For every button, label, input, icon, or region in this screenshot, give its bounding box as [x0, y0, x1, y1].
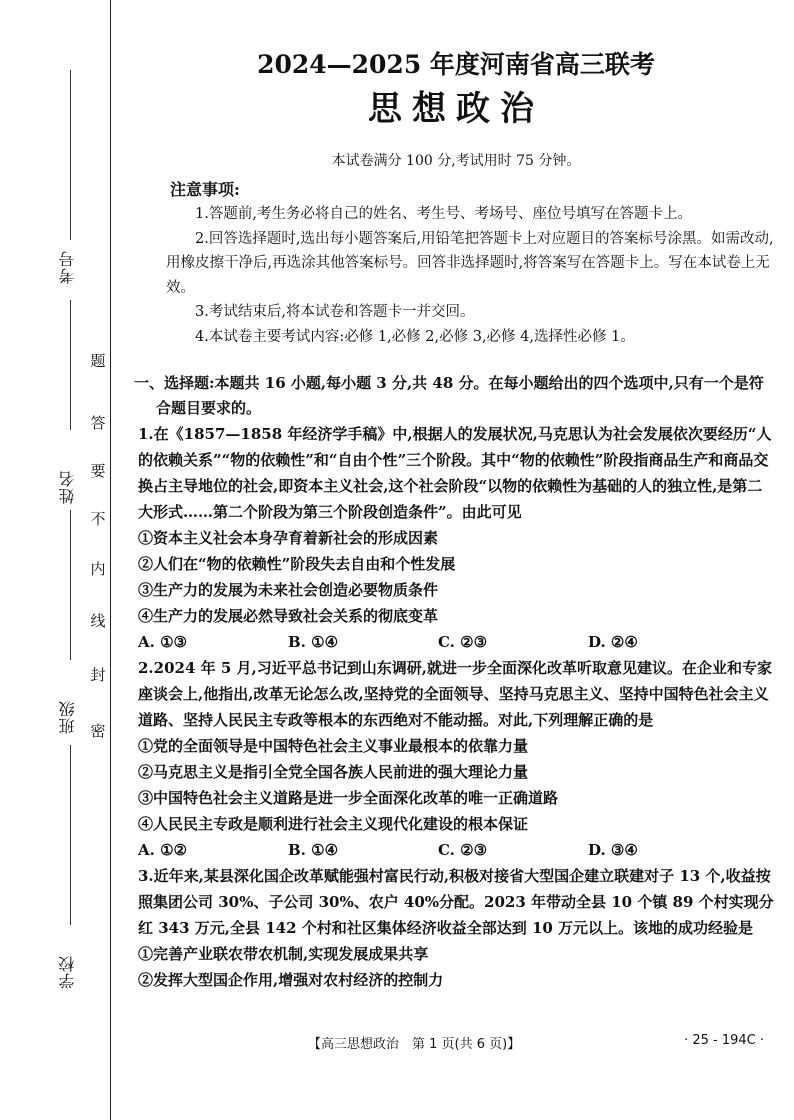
- notice-item: 2.回答选择题时,选出每小题答案后,用铅笔把答题卡上对应题目的答案标号涂黑。如需改动,用橡皮擦干净后,再选涂其他答案标号。回答非选择题时,将答案写在答题卡上。写在本试卷上无效。: [166, 230, 774, 296]
- section-heading-line: 一、选择题:本题共 16 小题,每小题 3 分,共 48 分。在每小题给出的四个选项中,只有一个是符: [134, 374, 764, 392]
- seal-char: 不: [90, 510, 106, 528]
- section-heading-line: 合题目要求的。: [156, 399, 262, 417]
- question-2: [138, 655, 774, 863]
- exam-no-line-lower: [70, 300, 71, 430]
- page-label: 【高三思想政治 第 1 页(共 6 页)】: [308, 1037, 521, 1052]
- option-c: C. ②③: [438, 633, 488, 651]
- statement: ①资本主义社会本身孕育着新社会的形成因素: [138, 529, 439, 547]
- exam-no-label: 考号: [58, 250, 77, 284]
- class-label: 班级: [58, 700, 77, 734]
- class-line: [70, 745, 71, 925]
- option-c: C. ②③: [438, 841, 488, 859]
- seal-char: 要: [90, 462, 106, 480]
- option-b: B. ①④: [288, 633, 339, 651]
- statement: ②人们在“物的依赖性”阶段失去自由和个性发展: [138, 555, 456, 573]
- notice-item: 3.考试结束后,将本试卷和答题卡一并交回。: [195, 304, 475, 320]
- options-row: [138, 837, 774, 863]
- option-a: A. ①③: [138, 633, 187, 651]
- seal-char: 答: [90, 414, 106, 432]
- notice-item: 1.答题前,考生务必将自己的姓名、考生号、考场号、座位号填写在答题卡上。: [195, 206, 692, 222]
- statement: ①党的全面领导是中国特色社会主义事业最根本的依靠力量: [138, 737, 529, 755]
- school-label: 学校: [58, 955, 77, 989]
- statement: ②发挥大型国企作用,增强对农村经济的控制力: [138, 971, 444, 989]
- question-stem: 3.近年来,某县深化国企改革赋能强村富民行动,积极对接省大型国企建立联建对子 13 个,收益按照集团公司 30%、子公司 30%、农户 40%分配。2023 年带动全县 10 个镇 89 个村实现分红 343 万元,全县 142 个村和社区集体经济收益全部达到 10 万元以上。该地的成功经验是: [138, 867, 774, 937]
- question-1: [138, 421, 774, 655]
- exam-page: [134, 48, 774, 993]
- exam-code: · 25 - 194C ·: [684, 1033, 764, 1048]
- statement: ③生产力的发展为未来社会创造必要物质条件: [138, 581, 439, 599]
- name-label: 姓名: [58, 470, 77, 504]
- statement: ①完善产业联农带农机制,实现发展成果共享: [138, 945, 429, 963]
- section-heading: [134, 371, 774, 421]
- binding-line: [110, 0, 111, 1120]
- statement: ④生产力的发展必然导致社会关系的彻底变革: [138, 607, 439, 625]
- seal-char: 内: [90, 560, 106, 578]
- option-a: A. ①②: [138, 841, 187, 859]
- statement: ③中国特色社会主义道路是进一步全面深化改革的唯一正确道路: [138, 789, 559, 807]
- question-stem: 2.2024 年 5 月,习近平总书记到山东调研,就进一步全面深化改革听取意见建议。在企业和专家座谈会上,他指出,改革无论怎么改,坚持党的全面领导、坚持马克思主义、坚持中国特色社会主义道路、坚持人民民主专政等根本的东西绝对不能动摇。对此,下列理解正确的是: [138, 659, 772, 729]
- exam-no-line: [70, 70, 71, 240]
- subject-title: 思想政治: [368, 89, 544, 129]
- option-d: D. ②④: [588, 633, 638, 651]
- notice-block: [138, 178, 774, 349]
- question-3: [138, 863, 774, 993]
- notice-heading: 注意事项:: [170, 180, 240, 199]
- seal-char: 封: [90, 666, 106, 684]
- seal-char: 题: [90, 352, 106, 370]
- seal-char: 线: [90, 612, 106, 630]
- notice-item: 4.本试卷主要考试内容:必修 1,必修 2,必修 3,必修 4,选择性必修 1。: [195, 328, 635, 345]
- seal-char: 密: [90, 722, 106, 740]
- option-d: D. ③④: [588, 841, 638, 859]
- option-b: B. ①④: [288, 841, 339, 859]
- options-row: [138, 629, 774, 655]
- question-stem: 1.在《1857—1858 年经济学手稿》中,根据人的发展状况,马克思认为社会发展依次要经历“人的依赖关系”“物的依赖性”和“自由个性”三个阶段。其中“物的依赖性”阶段指商品生产和商品交换占主导地位的社会,即资本主义社会,这个社会阶段“以物的依赖性为基础的人的独立性,是第二大形式……第二个阶段为第三个阶段创造条件”。由此可见: [138, 425, 772, 521]
- statement: ④人民民主专政是顺利进行社会主义现代化建设的根本保证: [138, 815, 529, 833]
- statement: ②马克思主义是指引全党全国各族人民前进的强大理论力量: [138, 763, 529, 781]
- name-line: [70, 510, 71, 660]
- exam-title: 2024—2025 年度河南省高三联考: [257, 50, 655, 79]
- exam-meta: 本试卷满分 100 分,考试用时 75 分钟。: [331, 153, 581, 169]
- binding-margin: [0, 0, 120, 1120]
